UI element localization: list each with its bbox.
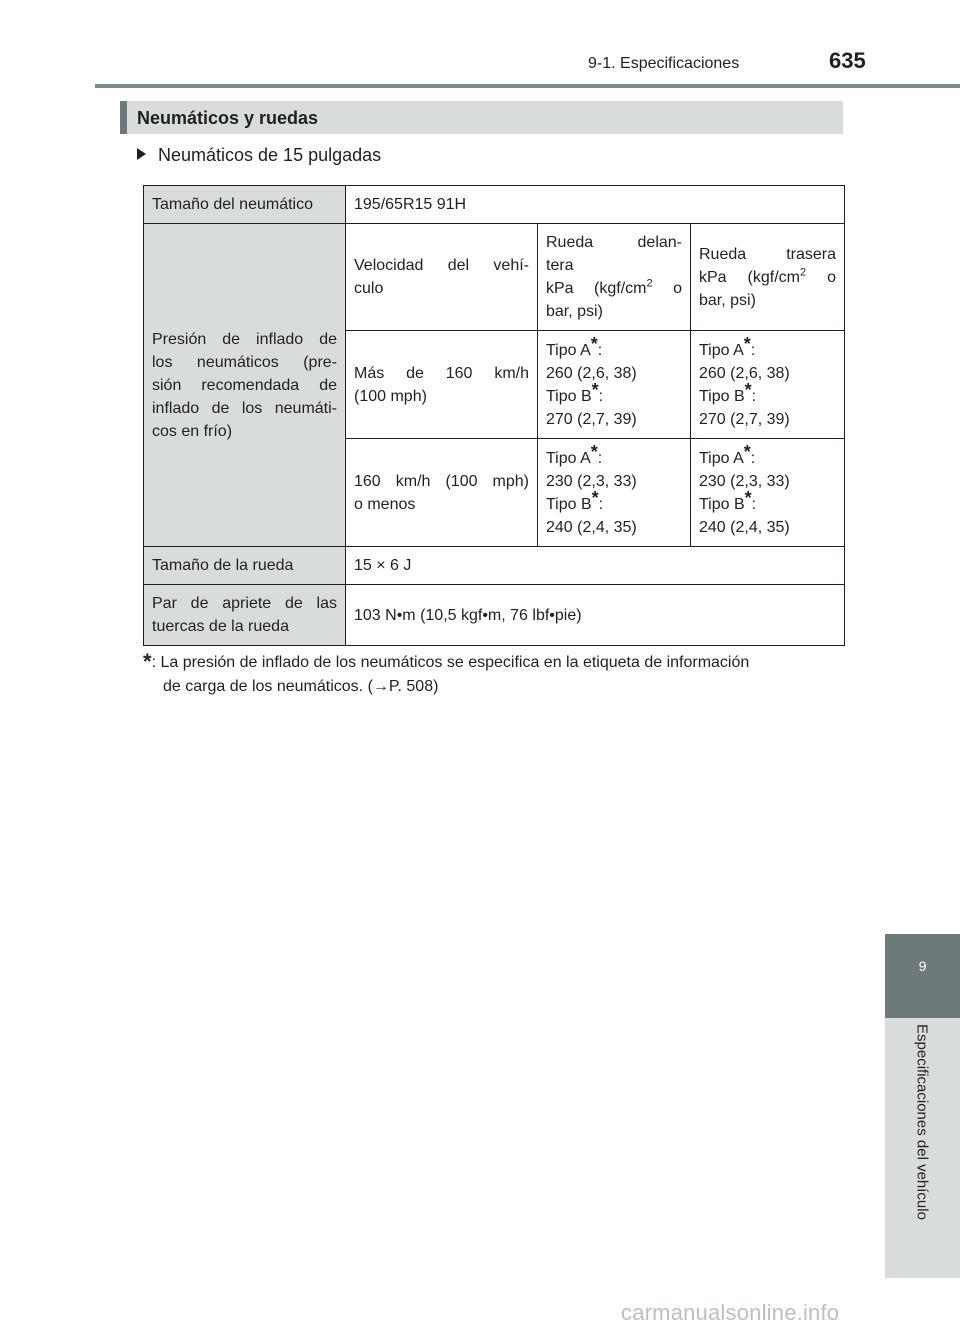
tire-size-value: 195/65R15 91H [346, 186, 845, 224]
speed-160-or-less: 160 km/h (100 mph) o menos [346, 439, 538, 547]
sub-heading [137, 145, 381, 166]
sub-heading-text: Neumáticos de 15 pulgadas [158, 145, 382, 165]
footnote-line-1: : La presión de inflado de los neumáticos se especifica en la etiqueta de información [151, 654, 750, 671]
table-row [144, 585, 845, 646]
front-wheel-header: Rueda delan- tera kPa ($kgf/cm^2$ o bar, psi) [538, 224, 691, 331]
footnote [143, 648, 843, 699]
watermark: carmanualsonline.info [621, 1300, 840, 1325]
wheel-size-value: 15 × 6 J [346, 547, 845, 585]
footnote-line-2: de carga de los neumáticos. (→P. 508) [163, 678, 439, 695]
speed-over-160: Más de 160 km/h (100 mph) [346, 331, 538, 439]
section-title-bar [120, 101, 843, 134]
header-section: 9-1. Especificaciones [588, 55, 740, 72]
chapter-tab[interactable] [885, 934, 960, 1018]
torque-label: Par de apriete de las tuercas de la rueda [144, 585, 346, 646]
front-pressure-high-speed: Tipo A*: 260 (2,6, 38) Tipo B*: 270 (2,7, 39) [538, 331, 691, 439]
front-pressure-low-speed: Tipo A*: 230 (2,3, 33) Tipo B*: 240 (2,4, 35) [538, 439, 691, 547]
triangle-bullet-icon [137, 148, 146, 160]
section-title: Neumáticos y ruedas [137, 108, 319, 128]
torque-value: 103 N•m (10,5 kgf•m, 76 lbf•pie) [346, 585, 845, 646]
page-number: 635 [829, 48, 866, 73]
rear-pressure-high-speed: Tipo A*: 260 (2,6, 38) Tipo B*: 270 (2,7, 39) [691, 331, 845, 439]
table-row [144, 224, 845, 331]
section-accent [120, 101, 127, 134]
tire-size-label: Tamaño del neumático [144, 186, 346, 224]
speed-header: Velocidad del vehí- culo [346, 224, 538, 331]
table-row [144, 547, 845, 585]
table-row [144, 186, 845, 224]
footnote-marker: * [143, 649, 152, 674]
rear-wheel-header: Rueda trasera kPa ($kgf/cm^2$ o bar, psi) [691, 224, 845, 331]
wheel-size-label: Tamaño de la rueda [144, 547, 346, 585]
rear-pressure-low-speed: Tipo A*: 230 (2,3, 33) Tipo B*: 240 (2,4, 35) [691, 439, 845, 547]
chapter-label-panel [885, 1018, 960, 1278]
header-rule [95, 84, 960, 88]
chapter-number: 9 [918, 958, 927, 974]
spec-table [143, 185, 845, 646]
chapter-label: Especificaciones del vehículo [913, 1024, 931, 1220]
pressure-label: Presión de inflado de los neumáticos (pre- sión recomendada de inflado de los neumáti- cos en frío) [144, 224, 346, 547]
